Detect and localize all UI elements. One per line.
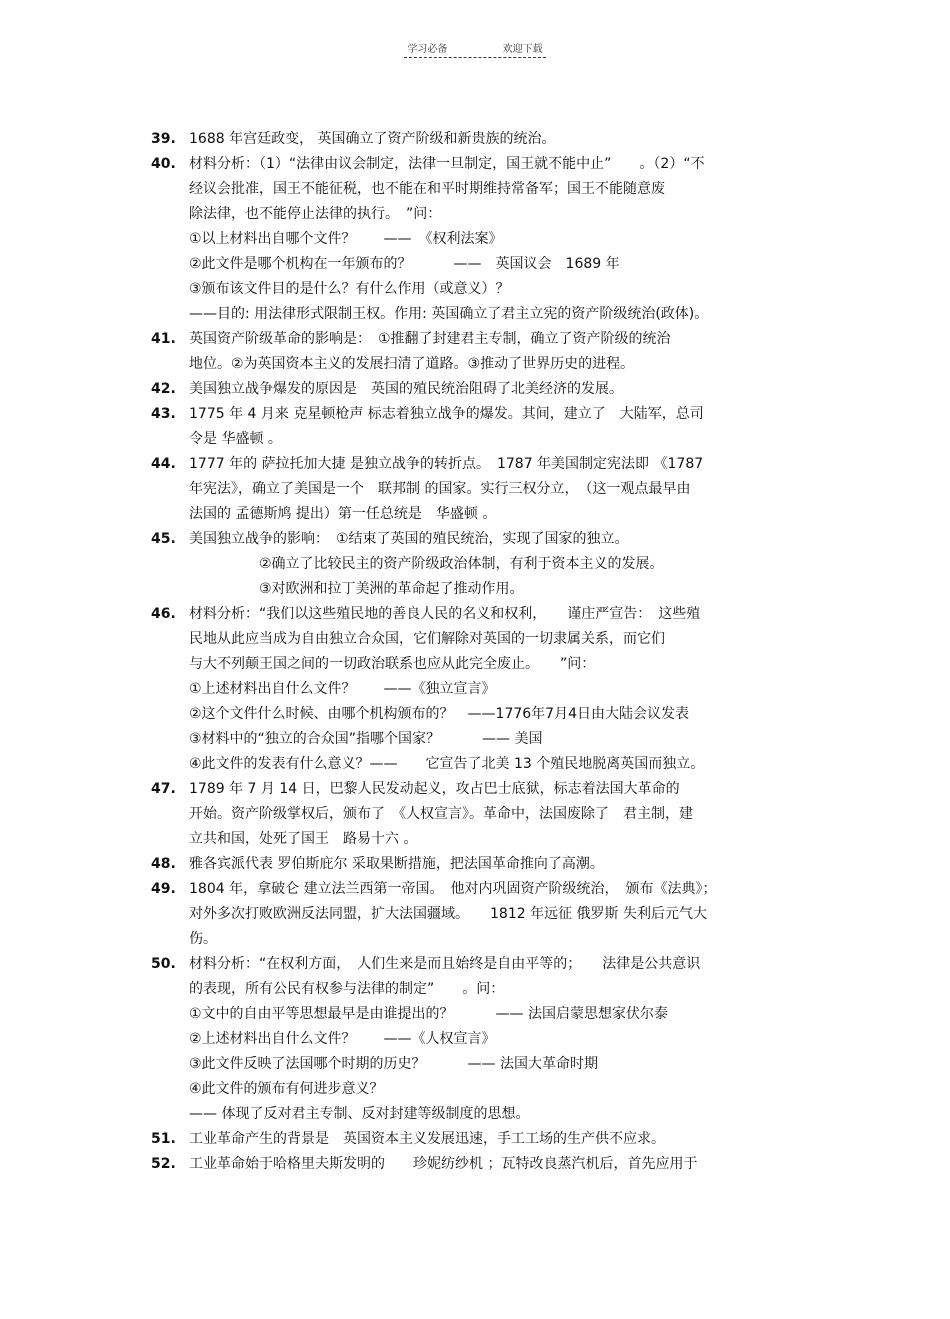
question-number: 46. [151,606,176,622]
question-item [0,877,950,952]
question-number: 52. [151,1156,176,1172]
question-number: 39. [151,131,176,147]
question-text-line: 材料分析：“我们以这些殖民地的善良人民的名义和权利， 谨庄严宣告： 这些殖 [189,606,701,622]
question-text-line: ③材料中的“独立的合众国”指哪个国家？ —— 美国 [189,731,543,747]
question-item [0,1127,950,1152]
question-text-line: 1775 年 4 月来 克星顿枪声 标志着独立战争的爆发。其间，建立了 大陆军，总司 [189,406,704,422]
question-item [0,777,950,852]
question-text-line: 工业革命始于哈格里夫斯发明的 珍妮纺纱机 ；瓦特改良蒸汽机后，首先应用于 [189,1156,698,1172]
question-text-line: 雅各宾派代表 罗伯斯庇尔 采取果断措施，把法国革命推向了高潮。 [189,856,604,872]
question-number: 48. [151,856,176,872]
question-number: 43. [151,406,176,422]
question-text-line: 美国独立战争的影响： ①结束了英国的殖民统治，实现了国家的独立。 [189,531,629,547]
question-number: 49. [151,881,176,897]
question-item [0,952,950,1127]
question-text-line: ②上述材料出自什么文件？ ——《人权宣言》 [189,1031,496,1047]
question-number: 41. [151,331,176,347]
question-text-line: ②此文件是哪个机构在一年颁布的？ —— 英国议会 1689 年 [189,256,620,272]
question-text-line: ③此文件反映了法国哪个时期的历史？ —— 法国大革命时期 [189,1056,598,1072]
question-text-line: ②这个文件什么时候、由哪个机构颁布的？ ——1776年7月4日由大陆会议发表 [189,706,689,722]
header-right-text: 欢迎下载 [502,44,543,55]
question-text-line: 经议会批准，国王不能征税，也不能在和平时期维持常备军；国王不能随意废 [189,181,665,197]
question-item [0,527,950,602]
question-text-line: 1804 年，拿破仑 建立法兰西第一帝国。 他对内巩固资产阶级统治， 颁布《法典》； [189,881,717,897]
question-number: 44. [151,456,176,472]
question-text-line: 地位。②为英国资本主义的发展扫清了道路。③推动了世界历史的进程。 [189,356,635,372]
header-left-text: 学习必备 [407,44,448,55]
question-text-line: 的表现，所有公民有权参与法律的制定” 。问： [189,981,505,997]
question-text-line: 材料分析：（1）“法律由议会制定，法律一旦制定，国王就不能中止” 。（2）“不 [189,156,705,172]
question-text-line: ——目的: 用法律形式限制王权。作用: 英国确立了君主立宪的资产阶级统治(政体)。 [189,306,709,322]
question-number: 51. [151,1131,176,1147]
question-number: 47. [151,781,176,797]
question-text-line: 英国资产阶级革命的影响是： ①推翻了封建君主专制，确立了资产阶级的统治 [189,331,671,347]
question-text-line: 除法律，也不能停止法律的执行。 ”问： [189,206,442,222]
question-list [0,127,950,1177]
question-text-line: 与大不列颠王国之间的一切政治联系也应从此完全废止。 ”问： [189,656,596,672]
question-number: 50. [151,956,176,972]
question-text-line: 开始。资产阶级掌权后，颁布了 《人权宣言》。革命中，法国废除了 君主制，建 [189,806,693,822]
question-text-line: 对外多次打败欧洲反法同盟，扩大法国疆域。 1812 年远征 俄罗斯 失利后元气大 [189,906,707,922]
question-item [0,852,950,877]
question-text-line: 令是 华盛顿 。 [189,431,282,447]
question-text-line: ④此文件的颁布有何进步意义？ [189,1081,384,1097]
question-item [0,1152,950,1177]
question-text-line: 1789 年 7 月 14 日，巴黎人民发动起义，攻占巴士底狱，标志着法国大革命的 [189,781,680,797]
question-item [0,152,950,327]
question-text-line: 美国独立战争爆发的原因是 英国的殖民统治阻碍了北美经济的发展。 [189,381,623,397]
question-text-line: ①上述材料出自什么文件？ ——《独立宣言》 [189,681,496,697]
question-text-line: ③对欧洲和拉丁美洲的革命起了推动作用。 [259,581,524,597]
page-header [0,40,950,55]
question-text-line: 民地从此应当成为自由独立合众国，它们解除对英国的一切隶属关系，而它们 [189,631,665,647]
question-text-line: 1688 年宫廷政变， 英国确立了资产阶级和新贵族的统治。 [189,131,556,147]
question-number: 40. [151,156,176,172]
question-text-line: 年宪法》，确立了美国是一个 联邦制 的国家。实行三权分立， （这一观点最早由 [189,481,691,497]
question-item [0,602,950,777]
question-text-line: ④此文件的发表有什么意义？—— 它宣告了北美 13 个殖民地脱离英国而独立。 [189,756,705,772]
question-text-line: ③颁布该文件目的是什么？有什么作用（或意义）？ [189,281,510,297]
question-text-line: ①以上材料出自哪个文件？ —— 《权利法案》 [189,231,503,247]
question-item [0,327,950,377]
question-text-line: 伤。 [189,931,217,947]
question-text-line: ②确立了比较民主的资产阶级政治体制，有利于资本主义的发展。 [259,556,664,572]
question-item [0,127,950,152]
question-text-line: 立共和国，处死了国王 路易十六 。 [189,831,418,847]
question-text-line: 材料分析：“在权利方面， 人们生来是而且始终是自由平等的； 法律是公共意识 [189,956,701,972]
question-number: 42. [151,381,176,397]
question-item [0,377,950,402]
question-text-line: 法国的 孟德斯鸠 提出）第一任总统是 华盛顿 。 [189,506,497,522]
question-text-line: 1777 年的 萨拉托加大捷 是独立战争的转折点。 1787 年美国制定宪法即 《1787 [189,456,704,472]
question-number: 45. [151,531,176,547]
question-item [0,402,950,452]
question-item [0,452,950,527]
question-text-line: 工业革命产生的背景是 英国资本主义发展迅速，手工工场的生产供不应求。 [189,1131,665,1147]
question-text-line: ①文中的自由平等思想最早是由谁提出的？ —— 法国启蒙思想家伏尔泰 [189,1006,668,1022]
question-text-line: —— 体现了反对君主专制、反对封建等级制度的思想。 [189,1106,530,1122]
header-divider [404,57,546,58]
